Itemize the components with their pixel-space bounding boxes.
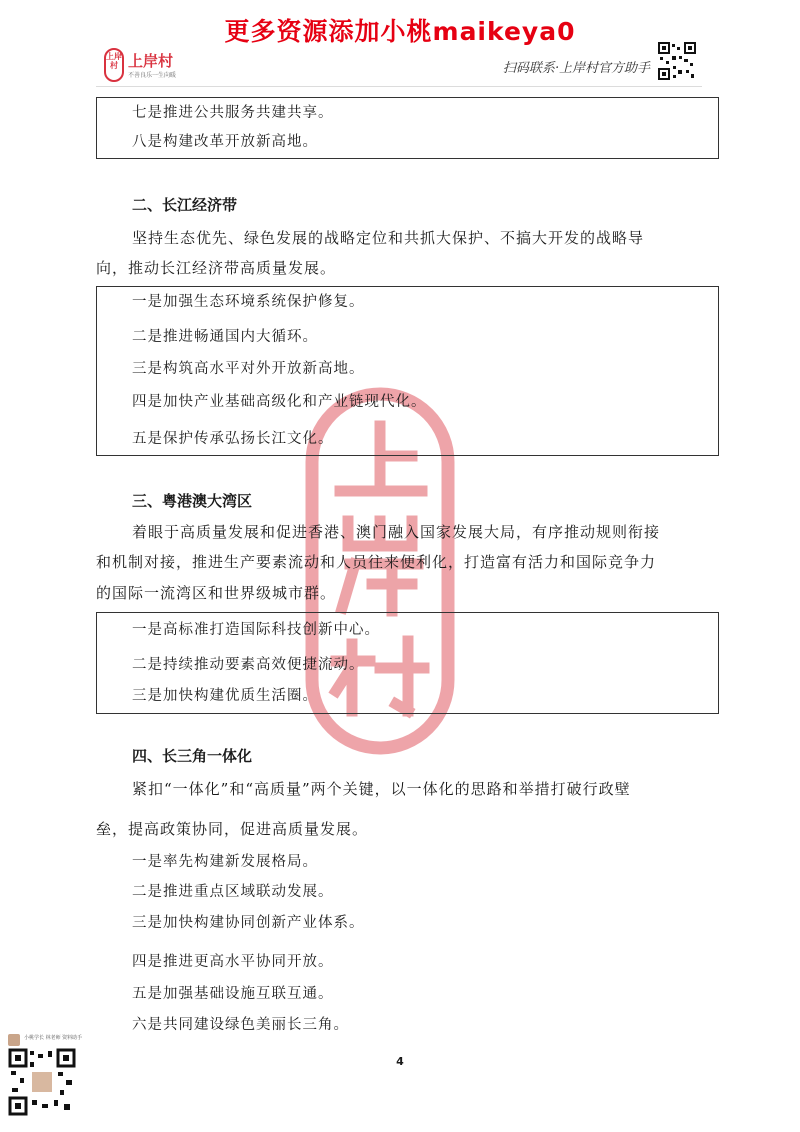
list-item: 一是高标准打造国际科技创新中心。	[132, 622, 380, 638]
section-heading: 二、长江经济带	[132, 196, 238, 214]
section-heading: 三、粤港澳大湾区	[132, 492, 253, 510]
paragraph-line: 垒，提高政策协同，促进高质量发展。	[96, 820, 369, 838]
list-item: 四是推进更高水平协同开放。	[132, 954, 334, 970]
qr-caption: 小桃学长 林老师 资料助手	[24, 1035, 83, 1041]
list-item: 一是率先构建新发展格局。	[132, 854, 318, 870]
qr-code-icon[interactable]	[658, 42, 696, 80]
paragraph-line: 紧扣“一体化”和“高质量”两个关键，以一体化的思路和举措打破行政壁	[132, 780, 631, 798]
paragraph-line: 坚持生态优先、绿色发展的战略定位和共抓大保护、不搞大开发的战略导	[132, 229, 645, 247]
list-item: 五是加强基础设施互联互通。	[132, 986, 334, 1002]
paragraph-line: 着眼于高质量发展和促进香港、澳门融入国家发展大局，有序推动规则衔接	[132, 523, 661, 541]
avatar	[8, 1034, 20, 1046]
qr-code-icon[interactable]	[8, 1048, 76, 1116]
list-item: 二是推进畅通国内大循环。	[132, 329, 318, 345]
section-heading: 四、长三角一体化	[132, 747, 253, 765]
contact-text: 扫码联系·上岸村官方助手	[502, 61, 650, 76]
logo-slogan: 不善良乐一生向暖	[128, 72, 177, 79]
logo-mark: 上岸村	[104, 48, 124, 82]
list-item: 三是加快构建协同创新产业体系。	[132, 915, 365, 931]
logo-name: 上岸村	[128, 52, 174, 70]
header-divider	[96, 86, 702, 87]
paragraph-line: 的国际一流湾区和世界级城市群。	[96, 584, 337, 602]
list-item: 六是共同建设绿色美丽长三角。	[132, 1017, 349, 1033]
list-item: 四是加快产业基础高级化和产业链现代化。	[132, 394, 427, 410]
page-number: 4	[396, 1055, 404, 1068]
promo-banner: 更多资源添加小桃maikeya0	[224, 17, 576, 46]
list-item: 二是推进重点区域联动发展。	[132, 884, 334, 900]
paragraph-line: 和机制对接，推进生产要素流动和人员往来便利化，打造富有活力和国际竞争力	[96, 553, 657, 571]
list-item: 二是持续推动要素高效便捷流动。	[132, 657, 365, 673]
list-item: 五是保护传承弘扬长江文化。	[132, 431, 334, 447]
paragraph-line: 向，推动长江经济带高质量发展。	[96, 259, 337, 277]
site-logo	[104, 48, 204, 84]
list-item: 三是构筑高水平对外开放新高地。	[132, 361, 365, 377]
list-item: 一是加强生态环境系统保护修复。	[132, 294, 365, 310]
list-item: 七是推进公共服务共建共享。	[132, 105, 334, 121]
list-item: 八是构建改革开放新高地。	[132, 134, 318, 150]
list-item: 三是加快构建优质生活圈。	[132, 688, 318, 704]
